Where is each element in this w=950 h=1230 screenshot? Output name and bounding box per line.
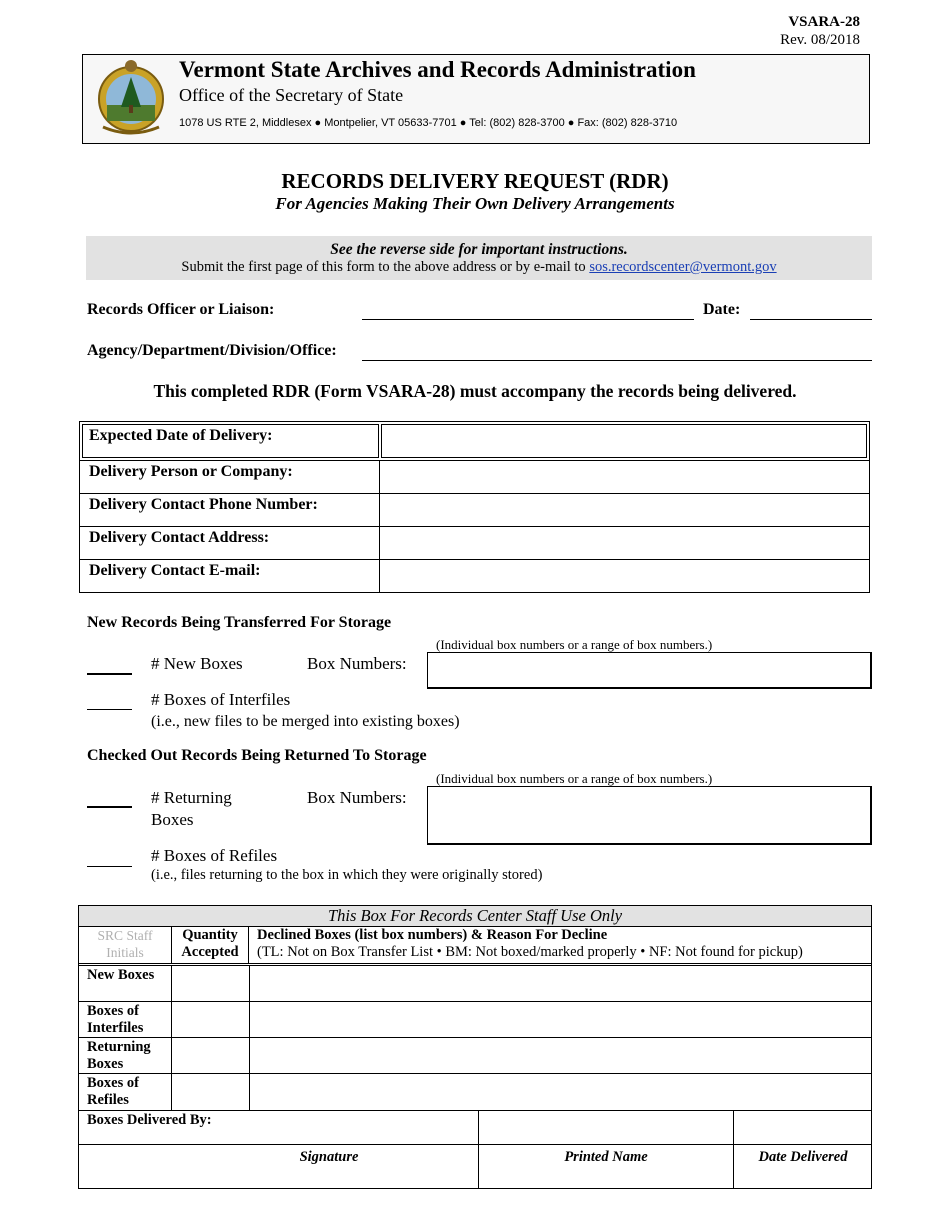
- accompany-notice: This completed RDR (Form VSARA-28) must accompany the records being delivered.: [153, 381, 797, 401]
- delivery-table: [79, 421, 870, 593]
- declined-cell[interactable]: [250, 1038, 871, 1073]
- new-records-hint: (Individual box numbers or a range of box numbers.): [436, 637, 713, 652]
- staff-row-label-line2: Refiles: [87, 1092, 129, 1108]
- quantity-line2: Accepted: [181, 944, 239, 960]
- staff-use-box: [78, 905, 872, 1189]
- new-records-heading: New Records Being Transferred For Storage: [87, 614, 392, 631]
- expected-date-field[interactable]: [381, 424, 867, 458]
- delivery-label: Delivery Person or Company:: [89, 463, 293, 480]
- delivery-label: Delivery Contact Address:: [89, 529, 270, 546]
- staff-row-label: [87, 967, 154, 984]
- instructions-notice: [86, 236, 872, 280]
- staff-row-label-line1: Boxes of: [87, 1075, 139, 1091]
- delivery-label: Expected Date of Delivery:: [89, 427, 273, 444]
- interfiles-label: # Boxes of Interfiles: [151, 690, 291, 709]
- staff-row-label: [87, 1075, 139, 1109]
- delivery-label: Delivery Contact Phone Number:: [89, 496, 318, 513]
- new-boxes-label: # New Boxes: [151, 654, 243, 673]
- returning-boxes-label: # Returning: [151, 788, 232, 807]
- staff-row: [79, 1074, 871, 1111]
- org-name: Vermont State Archives and Records Administration: [179, 57, 696, 82]
- staff-initials-header: [79, 927, 172, 963]
- checked-out-hint: (Individual box numbers or a range of box numbers.): [436, 771, 713, 786]
- printed-name-cell: [478, 1145, 733, 1188]
- staff-row-label-line1: New Boxes: [87, 967, 155, 983]
- delivery-phone-field[interactable]: [379, 494, 870, 526]
- delivery-row: [80, 422, 869, 461]
- interfiles-count-field[interactable]: [87, 709, 132, 710]
- returning-box-numbers-label: Box Numbers:: [307, 788, 407, 807]
- quantity-line1: Quantity: [182, 927, 238, 943]
- form-title: RECORDS DELIVERY REQUEST (RDR): [281, 169, 669, 193]
- signature-caption: Signature: [299, 1149, 359, 1165]
- staff-row: [79, 966, 871, 1002]
- date-field[interactable]: [750, 319, 872, 320]
- delivery-address-field[interactable]: [379, 527, 870, 559]
- staff-row-label-line2: Interfiles: [87, 1020, 144, 1036]
- office-name: Office of the Secretary of State: [179, 85, 404, 105]
- declined-cell[interactable]: [250, 1002, 871, 1037]
- refiles-count-field[interactable]: [87, 866, 132, 867]
- quantity-cell[interactable]: [171, 966, 250, 1001]
- returning-boxes-count-field[interactable]: [87, 806, 132, 808]
- returning-box-numbers-field[interactable]: [427, 786, 872, 845]
- declined-header: [257, 927, 867, 963]
- declined-title: Declined Boxes (list box numbers) & Reason For Decline: [257, 927, 608, 943]
- staff-row: [79, 1002, 871, 1038]
- interfiles-note: (i.e., new files to be merged into existing boxes): [151, 713, 460, 730]
- delivery-email-field[interactable]: [379, 560, 870, 592]
- records-officer-field[interactable]: [362, 319, 694, 320]
- new-box-numbers-label: Box Numbers:: [307, 654, 407, 673]
- staff-row-label: [87, 1039, 151, 1073]
- refiles-label: # Boxes of Refiles: [151, 846, 278, 865]
- signature-cell: [79, 1145, 478, 1188]
- staff-row: [79, 1038, 871, 1074]
- agency-label: Agency/Department/Division/Office:: [87, 342, 337, 359]
- letterhead: [82, 54, 870, 144]
- delivery-row: [80, 560, 869, 592]
- reverse-side-note: See the reverse side for important instructions.: [330, 241, 628, 258]
- staff-row-label-line1: Boxes of: [87, 1003, 139, 1019]
- records-center-email-link[interactable]: sos.recordscenter@vermont.gov: [589, 259, 777, 275]
- staff-initials-line2: Initials: [106, 945, 144, 960]
- quantity-cell[interactable]: [171, 1074, 250, 1110]
- staff-box-title: This Box For Records Center Staff Use Only: [79, 906, 871, 927]
- declined-cell[interactable]: [250, 966, 871, 1001]
- delivery-row: [80, 460, 869, 494]
- returning-boxes-label-2: Boxes: [151, 810, 194, 829]
- delivered-by-row: [79, 1111, 871, 1188]
- staff-initials-line1: SRC Staff: [97, 928, 153, 943]
- declined-cell[interactable]: [250, 1074, 871, 1110]
- refiles-note: (i.e., files returning to the box in which they were originally stored): [151, 867, 543, 883]
- staff-row-label-line1: Returning: [87, 1039, 151, 1055]
- submit-note-text: Submit the first page of this form to the above address or by e-mail to: [181, 259, 590, 275]
- org-address: 1078 US RTE 2, Middlesex ● Montpelier, VT 05633-7701 ● Tel: (802) 828-3700 ● Fax: (802) 828-3710: [179, 117, 678, 129]
- quantity-accepted-header: [172, 927, 249, 963]
- submit-note: [86, 259, 872, 276]
- staff-row-label: [87, 1003, 143, 1037]
- delivery-person-field[interactable]: [379, 460, 870, 493]
- date-label: Date:: [703, 301, 741, 318]
- delivery-row: [80, 527, 869, 560]
- delivery-row: [80, 494, 869, 527]
- vermont-seal-icon: [93, 57, 169, 137]
- date-delivered-cell: [733, 1145, 872, 1188]
- printed-name-field[interactable]: [478, 1111, 733, 1145]
- quantity-cell[interactable]: [171, 1038, 250, 1073]
- date-delivered-field[interactable]: [733, 1111, 872, 1145]
- agency-field[interactable]: [362, 360, 872, 361]
- staff-row-label-line2: Boxes: [87, 1056, 124, 1072]
- delivered-by-label: Boxes Delivered By:: [87, 1112, 212, 1128]
- new-box-numbers-field[interactable]: [427, 652, 872, 689]
- declined-codes: (TL: Not on Box Transfer List • BM: Not boxed/marked properly • NF: Not found for pickup): [257, 944, 803, 960]
- form-subtitle: For Agencies Making Their Own Delivery Arrangements: [275, 194, 675, 213]
- new-boxes-count-field[interactable]: [87, 673, 132, 675]
- quantity-cell[interactable]: [171, 1002, 250, 1037]
- delivery-label: Delivery Contact E-mail:: [89, 562, 261, 579]
- printed-name-caption: Printed Name: [564, 1149, 648, 1165]
- revision-date: Rev. 08/2018: [780, 32, 860, 48]
- signature-field[interactable]: [79, 1111, 478, 1145]
- records-officer-label: Records Officer or Liaison:: [87, 301, 275, 318]
- date-delivered-caption: Date Delivered: [758, 1149, 848, 1165]
- form-code: VSARA-28: [788, 14, 860, 30]
- checked-out-heading: Checked Out Records Being Returned To Storage: [87, 747, 427, 764]
